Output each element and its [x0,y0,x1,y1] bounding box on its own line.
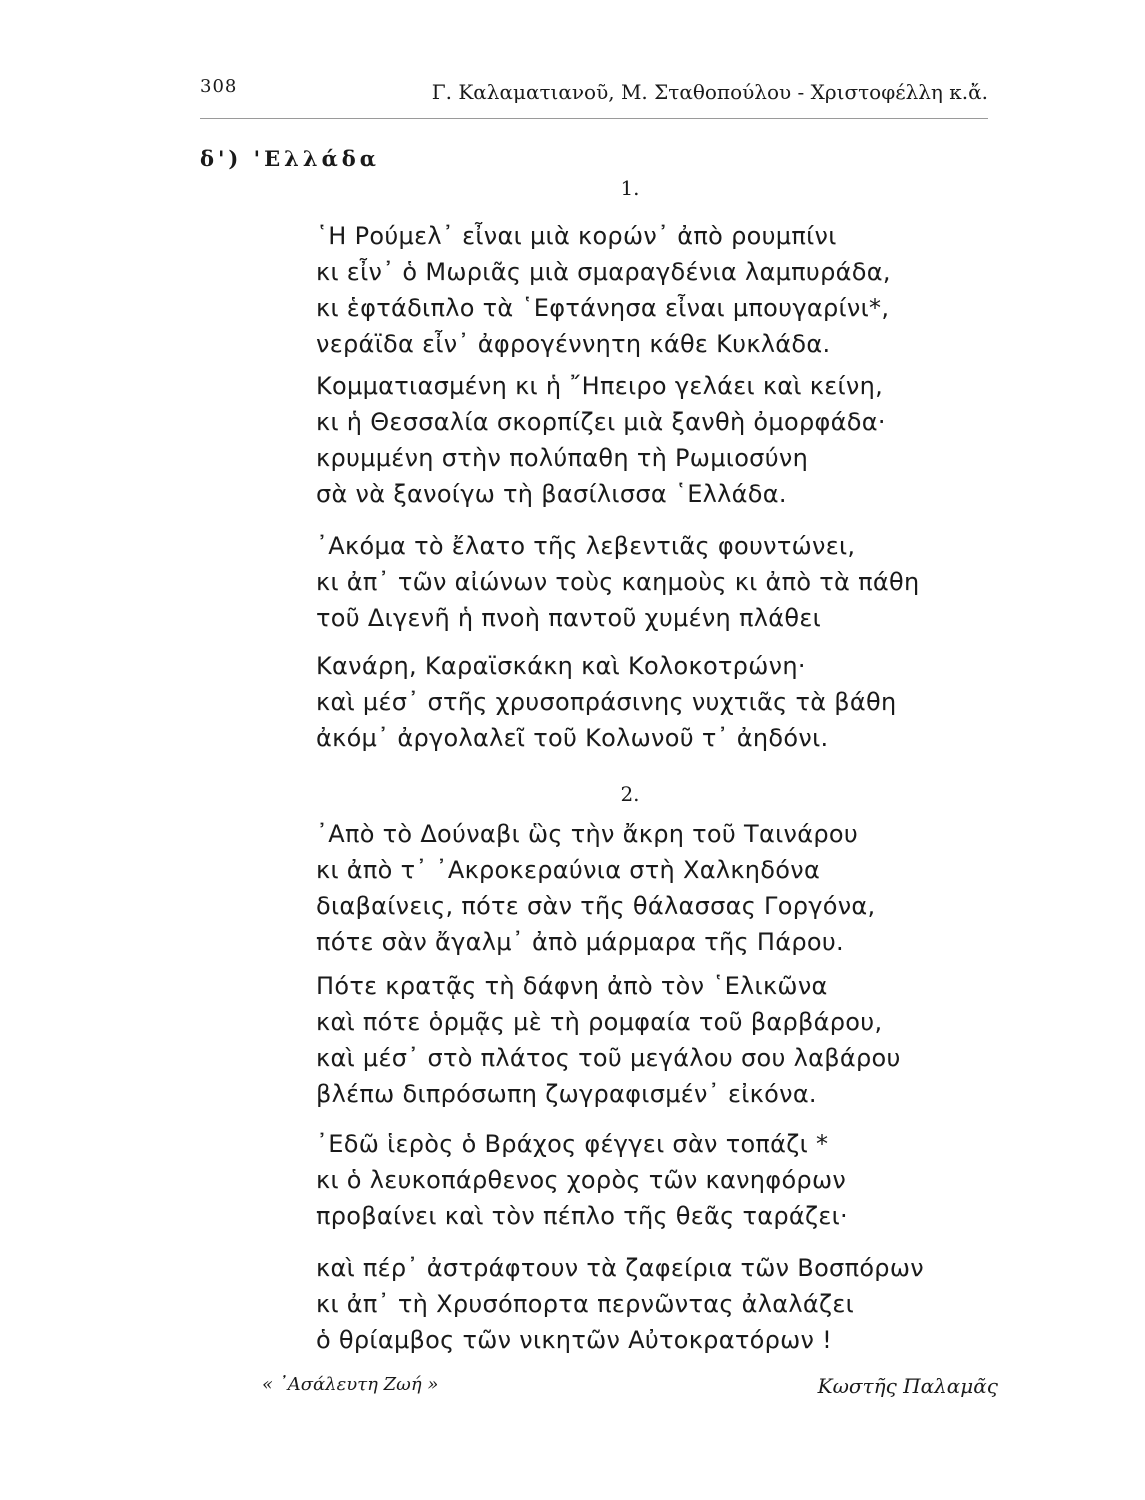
verse-line: ᾽Εδῶ ἱερὸς ὁ Βράχος φέγγει σὰν τοπάζι * [316,1130,829,1158]
verse-line: διαβαίνεις, πότε σὰν τῆς θάλασσας Γοργόνα, [316,892,876,920]
verse-line: ὁ θρίαμβος τῶν νικητῶν Αὐτοκρατόρων ! [316,1326,833,1354]
verse-line: καὶ μέσ᾽ στῆς χρυσοπράσινης νυχτιᾶς τὰ βάθη [316,688,897,716]
verse-line: βλέπω διπρόσωπη ζωγραφισμέν᾽ εἰκόνα. [316,1080,817,1108]
verse-line: Κανάρη, Καραϊσκάκη καὶ Κολοκοτρώνη· [316,652,806,680]
section-heading: δ') 'Ελλάδα [200,146,380,171]
verse-line: Κομματιασμένη κι ἡ ῎Ηπειρο γελάει καὶ κείνη, [316,372,884,400]
verse-line: κι ἀπ᾽ τῶν αἰώνων τοὺς καημοὺς κι ἀπὸ τὰ πάθη [316,568,920,596]
verse-line: προβαίνει καὶ τὸν πέπλο τῆς θεᾶς ταράζει· [316,1202,848,1230]
verse-line: ᾽Απὸ τὸ Δούναβι ὣς τὴν ἄκρη τοῦ Ταινάρου [316,820,859,848]
poem-source: « ᾽Ασάλευτη Ζωή » [262,1374,439,1395]
verse-line: κι ἀπὸ τ᾽ ᾽Ακροκεραύνια στὴ Χαλκηδόνα [316,856,821,884]
stanza [316,1126,848,1234]
stanza [316,968,901,1112]
poem-author: Κωστῆς Παλαμᾶς [817,1374,998,1398]
stanza [316,218,891,362]
verse-line: Πότε κρατᾷς τὴ δάφνη ἀπὸ τὸν ῾Ελικῶνα [316,972,828,1000]
verse-line: καὶ μέσ᾽ στὸ πλάτος τοῦ μεγάλου σου λαβάρου [316,1044,901,1072]
poem-number: 2. [620,782,640,806]
verse-line: κι ὁ λευκοπάρθενος χορὸς τῶν κανηφόρων [316,1166,847,1194]
verse-line: νεράϊδα εἶν᾽ ἀφρογέννητη κάθε Κυκλάδα. [316,330,831,358]
stanza [316,368,886,512]
running-head: Γ. Καλαματιανοῦ, Μ. Σταθοπούλου - Χριστοφέλλη κ.ἄ. [431,80,988,104]
poem-number: 1. [620,176,640,200]
verse-line: κι εἶν᾽ ὁ Μωριᾶς μιὰ σμαραγδένια λαμπυράδα, [316,258,891,286]
verse-line: κρυμμένη στὴν πολύπαθη τὴ Ρωμιοσύνη [316,444,809,472]
verse-line: ἀκόμ᾽ ἀργολαλεῖ τοῦ Κολωνοῦ τ᾽ ἀηδόνι. [316,724,829,752]
verse-line: πότε σὰν ἄγαλμ᾽ ἀπὸ μάρμαρα τῆς Πάρου. [316,928,844,956]
page-header [200,74,988,119]
verse-line: ᾽Ακόμα τὸ ἔλατο τῆς λεβεντιᾶς φουντώνει, [316,532,856,560]
verse-line: κι ἑφτάδιπλο τὰ ῾Εφτάνησα εἶναι μπουγαρίνι*, [316,294,890,322]
stanza [316,816,875,960]
stanza [316,648,897,756]
page-number: 308 [200,76,238,97]
verse-line: κι ἀπ᾽ τὴ Χρυσόπορτα περνῶντας ἀλαλάζει [316,1290,855,1318]
verse-line: τοῦ Διγενῆ ἡ πνοὴ παντοῦ χυμένη πλάθει [316,604,822,632]
verse-line: κι ἡ Θεσσαλία σκορπίζει μιὰ ξανθὴ ὀμορφάδα· [316,408,886,436]
verse-line: καὶ πέρ᾽ ἀστράφτουν τὰ ζαφείρια τῶν Βοσπόρων [316,1254,924,1282]
verse-line: σὰ νὰ ξανοίγω τὴ βασίλισσα ῾Ελλάδα. [316,480,787,508]
stanza [316,528,919,636]
verse-line: ῾Η Ρούμελ᾽ εἶναι μιὰ κορών᾽ ἀπὸ ρουμπίνι [316,222,837,250]
verse-line: καὶ πότε ὁρμᾷς μὲ τὴ ρομφαία τοῦ βαρβάρου, [316,1008,883,1036]
stanza [316,1250,924,1358]
